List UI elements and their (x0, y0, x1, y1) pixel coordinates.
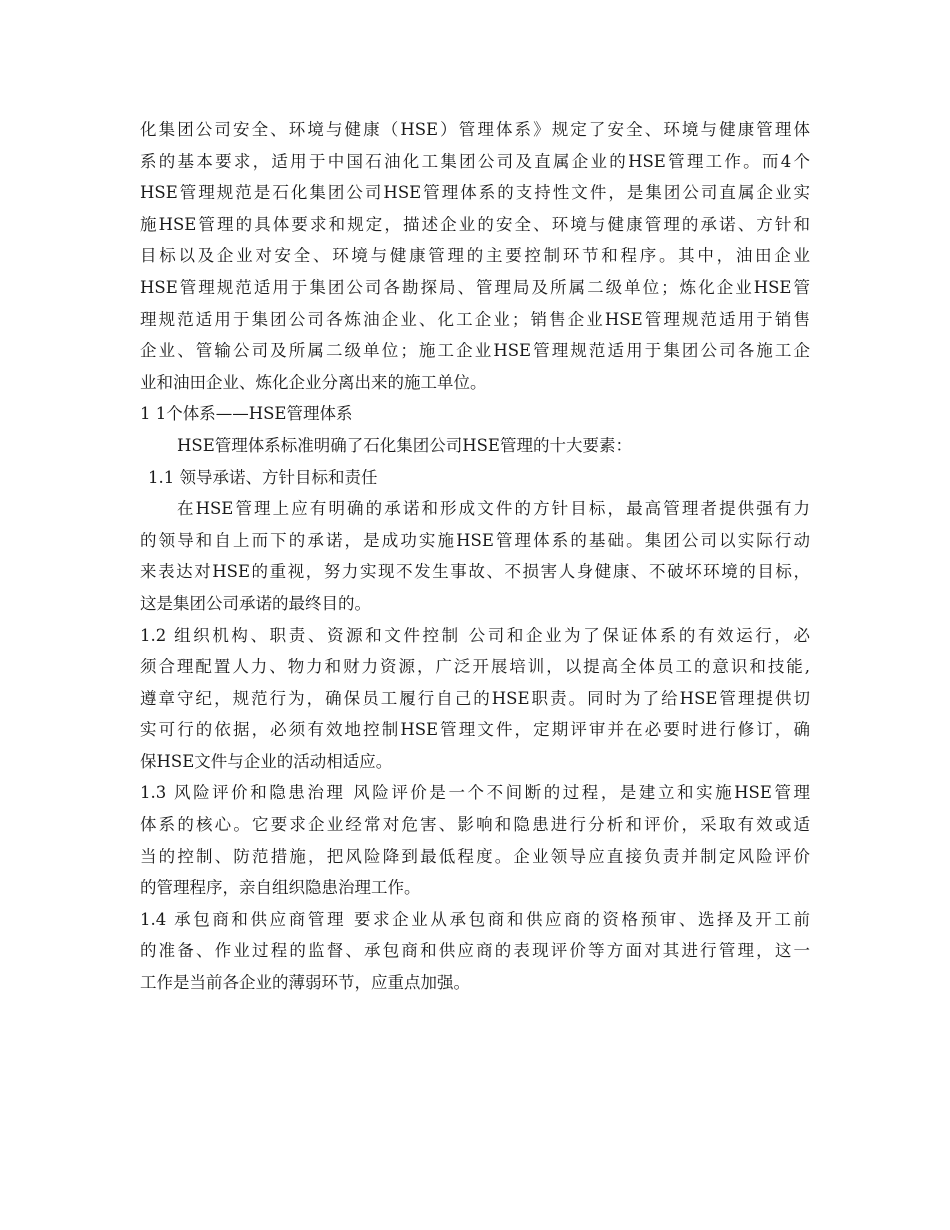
section-intro (140, 430, 810, 462)
text-line: 保HSE文件与企业的活动相适应。 (140, 751, 393, 771)
text-line: HSE管理规范是石化集团公司HSE管理体系的支持性文件，是集团公司直属企业实 (140, 183, 810, 203)
paragraph-1-1 (140, 493, 810, 619)
paragraph-intro (140, 114, 810, 398)
text-line: 工作是当前各企业的薄弱环节，应重点加强。 (140, 973, 470, 993)
paragraph-1-4 (140, 904, 810, 999)
text-line: 1.3 风险评价和隐患治理 风险评价是一个不间断的过程，是建立和实施HSE管理 (140, 783, 810, 803)
heading-text: 1.1 领导承诺、方针目标和责任 (148, 467, 378, 487)
text-line: 的领导和自上而下的承诺，是成功实施HSE管理体系的基础。集团公司以实际行动 (140, 530, 810, 550)
subheading-1-1 (140, 462, 810, 494)
text-line: 体系的核心。它要求企业经常对危害、影响和隐患进行分析和评价，采取有效或适 (140, 815, 810, 835)
text-line: 1.2 组织机构、职责、资源和文件控制 公司和企业为了保证体系的有效运行，必 (140, 625, 810, 645)
text-line: 这是集团公司承诺的最终目的。 (140, 593, 371, 613)
text-line: 1.4 承包商和供应商管理 要求企业从承包商和供应商的资格预审、选择及开工前 (140, 909, 810, 929)
text-line: 在HSE管理上应有明确的承诺和形成文件的方针目标，最高管理者提供强有力 (177, 499, 810, 519)
section-heading-1 (140, 398, 810, 430)
paragraph-1-3 (140, 777, 810, 903)
text-line: HSE管理规范适用于集团公司各勘探局、管理局及所属二级单位；炼化企业HSE管 (140, 277, 810, 297)
text-line: 化集团公司安全、环境与健康（HSE）管理体系》规定了安全、环境与健康管理体 (140, 120, 810, 139)
text-line: 的管理程序，亲自组织隐患治理工作。 (140, 878, 421, 898)
text-line: 当的控制、防范措施，把风险降到最低程度。企业领导应直接负责并制定风险评价 (140, 846, 810, 866)
text-line: 实可行的依据，必须有效地控制HSE管理文件，定期评审并在必要时进行修订，确 (140, 720, 810, 740)
text-line: 业和油田企业、炼化企业分离出来的施工单位。 (140, 372, 487, 392)
text-line: 施HSE管理的具体要求和规定，描述企业的安全、环境与健康管理的承诺、方针和 (140, 214, 810, 234)
text-line: 企业、管输公司及所属二级单位；施工企业HSE管理规范适用于集团公司各施工企 (140, 341, 810, 361)
text-line: 来表达对HSE的重视，努力实现不发生事故、不损害人身健康、不破坏环境的目标， (140, 562, 810, 582)
text-line: 理规范适用于集团公司各炼油企业、化工企业；销售企业HSE管理规范适用于销售 (140, 309, 810, 329)
text-line: HSE管理体系标准明确了石化集团公司HSE管理的十大要素： (177, 435, 632, 455)
text-line: 的准备、作业过程的监督、承包商和供应商的表现评价等方面对其进行管理，这一 (140, 941, 810, 961)
text-line: 遵章守纪，规范行为，确保员工履行自己的HSE职责。同时为了给HSE管理提供切 (140, 688, 810, 708)
text-line: 目标以及企业对安全、环境与健康管理的主要控制环节和程序。其中，油田企业 (140, 246, 810, 266)
heading-text: 1 1个体系——HSE管理体系 (140, 404, 353, 424)
text-line: 系的基本要求，适用于中国石油化工集团公司及直属企业的HSE管理工作。而4个 (140, 151, 810, 171)
document-body (140, 114, 810, 999)
text-line: 须合理配置人力、物力和财力资源，广泛开展培训，以提高全体员工的意识和技能, (140, 657, 810, 677)
paragraph-1-2 (140, 620, 810, 778)
